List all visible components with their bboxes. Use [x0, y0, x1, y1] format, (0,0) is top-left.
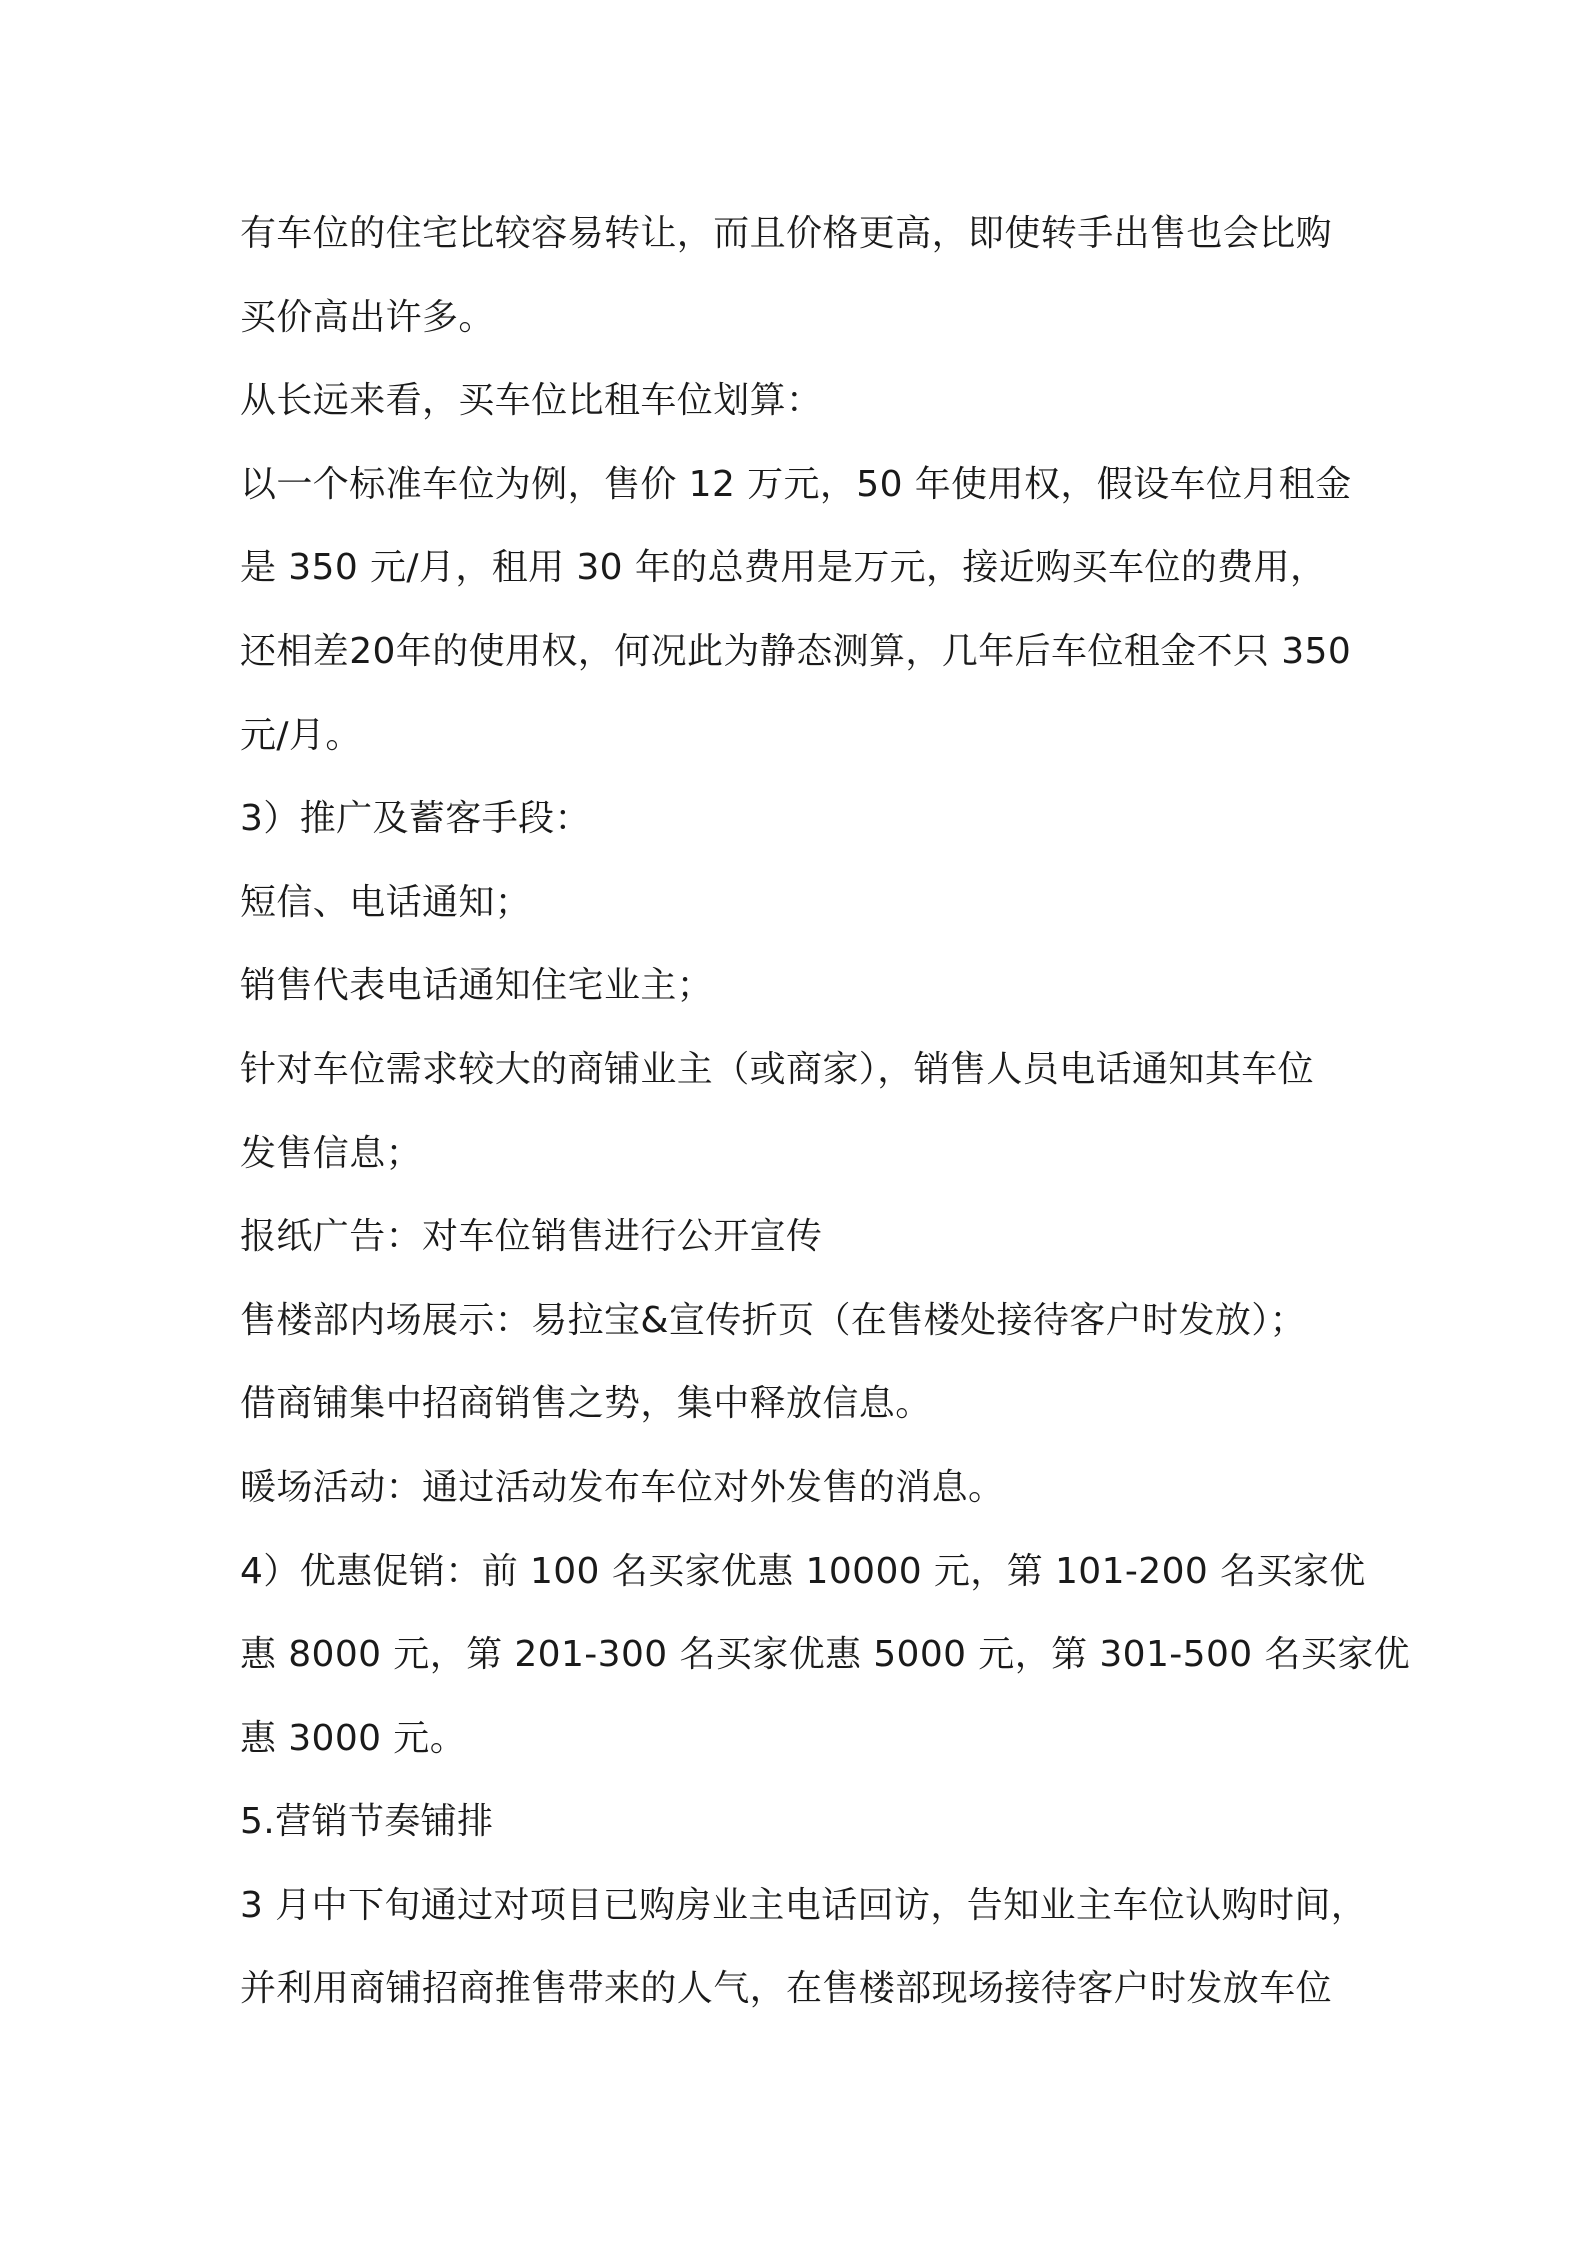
text-line: 针对车位需求较大的商铺业主（或商家），销售人员电话通知其车位 — [240, 1048, 1315, 1090]
text-line: 售楼部内场展示：易拉宝&宣传折页（在售楼处接待客户时发放）； — [240, 1299, 1307, 1341]
text-line: 惠 3000 元。 — [240, 1717, 467, 1759]
text-line: 报纸广告：对车位销售进行公开宣传 — [240, 1216, 823, 1258]
section-heading: 5.营销节奏铺排 — [240, 1801, 494, 1843]
text-line: 买价高出许多。 — [240, 296, 495, 338]
text-line: 有车位的住宅比较容易转让，而且价格更高，即使转手出售也会比购 — [240, 213, 1333, 254]
document-body — [240, 192, 1411, 2031]
text-line: 还相差20年的使用权，何况此为静态测算，几年后车位租金不只 350 — [240, 630, 1352, 672]
text-line: 元/月。 — [240, 714, 362, 756]
text-line: 是 350 元/月，租用 30 年的总费用是万元，接近购买车位的费用， — [240, 547, 1327, 589]
text-line: 销售代表电话通知住宅业主； — [240, 965, 714, 1007]
text-line: 3 月中下旬通过对项目已购房业主电话回访，告知业主车位认购时间， — [240, 1884, 1368, 1926]
text-line: 发售信息； — [240, 1132, 423, 1174]
text-line: 暖场活动：通过活动发布车位对外发售的消息。 — [240, 1466, 1005, 1508]
text-line: 借商铺集中招商销售之势，集中释放信息。 — [240, 1383, 932, 1425]
text-line: 并利用商铺招商推售带来的人气，在售楼部现场接待客户时发放车位 — [240, 1968, 1333, 2010]
text-line: 以一个标准车位为例，售价 12 万元，50 年使用权，假设车位月租金 — [240, 463, 1352, 505]
text-line: 从长远来看，买车位比租车位划算： — [240, 380, 823, 422]
section-heading: 3）推广及蓄客手段： — [240, 798, 591, 840]
section-heading: 4）优惠促销：前 100 名买家优惠 10000 元，第 101-200 名买家优 — [240, 1550, 1366, 1592]
text-line: 惠 8000 元，第 201-300 名买家优惠 5000 元，第 301-500 名买家优 — [240, 1634, 1411, 1676]
text-line: 短信、电话通知； — [240, 881, 532, 923]
